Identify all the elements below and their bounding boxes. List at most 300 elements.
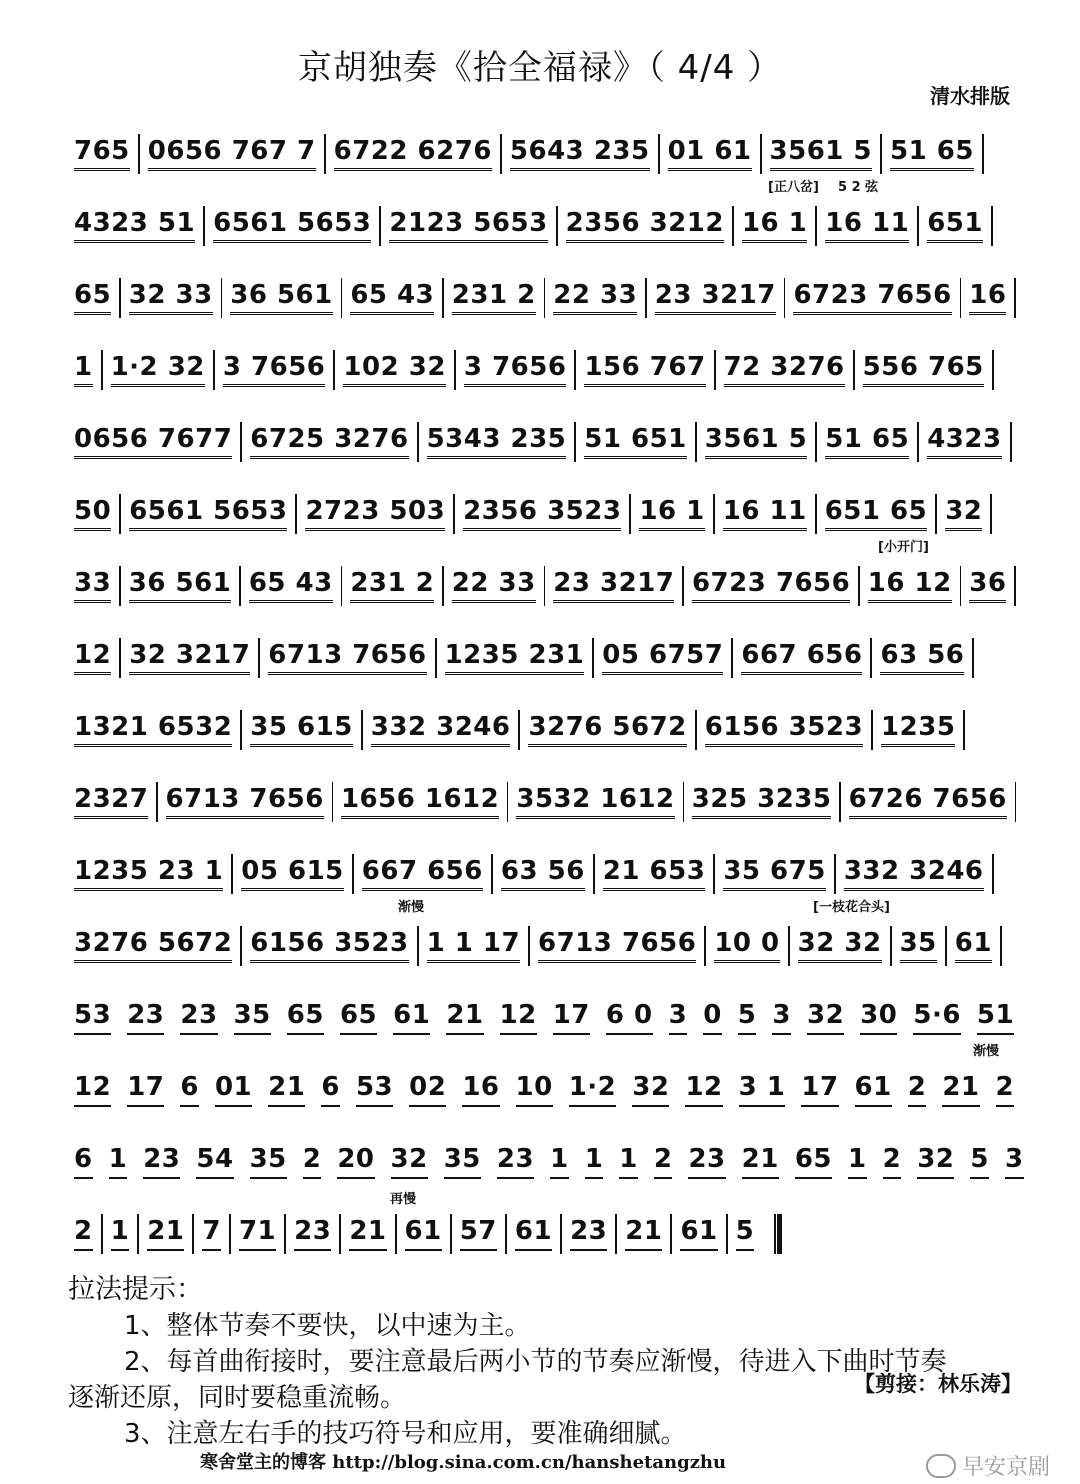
measure-notes: 51	[977, 1001, 1014, 1035]
bar-line	[203, 206, 205, 246]
measure	[174, 1001, 223, 1035]
measure	[244, 425, 414, 460]
measure-notes: 2	[883, 1145, 902, 1179]
measure-notes: 0656 767 7	[148, 137, 316, 172]
measure	[789, 1145, 838, 1179]
measure	[718, 353, 851, 388]
bar-line	[670, 1214, 672, 1254]
measure-notes: 231 2	[452, 281, 536, 316]
bar-line	[1014, 278, 1016, 318]
tip-2: 2、每首曲衔接时，要注意最后两小节的节奏应渐慢，待进入下曲时节奏	[124, 1347, 947, 1377]
measure-notes: 61	[855, 1073, 892, 1107]
measure-notes: 651	[927, 209, 983, 244]
measure	[68, 1073, 117, 1107]
jianpu-score	[68, 118, 1024, 1270]
measure-notes: 6	[74, 1145, 93, 1179]
measure	[244, 929, 414, 964]
measure	[440, 1001, 489, 1035]
measure	[356, 857, 489, 892]
measure	[801, 1001, 850, 1035]
arranger-credit: 清水排版	[930, 84, 1010, 108]
measure-notes: 667 656	[741, 641, 862, 676]
bar-line	[284, 1214, 286, 1254]
bar-line	[629, 494, 631, 534]
score-row-8	[68, 622, 1018, 694]
measure	[547, 281, 643, 316]
score-row-3	[68, 262, 1018, 334]
bar-line	[960, 566, 962, 606]
bar-line	[1015, 782, 1016, 822]
score-row-15	[68, 1126, 1024, 1198]
measure	[244, 1145, 293, 1179]
bar-line	[544, 278, 546, 318]
bar-line	[963, 710, 965, 750]
annotation-jian-man-2: 渐慢	[973, 1044, 1000, 1059]
measure-notes: 36 561	[230, 281, 333, 316]
measure	[262, 641, 432, 676]
final-bar-line	[774, 1214, 782, 1254]
measure	[547, 1001, 596, 1035]
measure	[174, 1073, 205, 1107]
editor-credit: 【剪接：林乐涛】	[854, 1371, 1022, 1396]
measure-notes: 6726 7656	[849, 785, 1007, 820]
bar-line	[324, 134, 326, 174]
bar-line	[339, 1214, 341, 1254]
measure-notes: 556 765	[863, 353, 984, 388]
measure	[297, 1145, 328, 1179]
measure	[495, 857, 591, 892]
measure-notes: 35	[900, 929, 937, 964]
bar-line	[395, 1214, 397, 1254]
measure-notes: 65	[795, 1145, 832, 1179]
measure	[337, 353, 452, 388]
measure	[939, 497, 988, 532]
bar-line	[101, 350, 103, 390]
bar-line	[732, 206, 734, 246]
score-row-12	[68, 900, 1018, 982]
measure-notes: 3276 5672	[528, 713, 686, 748]
measure-notes: 2723 503	[305, 497, 445, 532]
measure	[68, 1001, 117, 1035]
measure-notes: 61	[405, 1217, 442, 1251]
bar-line	[991, 206, 993, 246]
measure-notes: 61	[680, 1217, 717, 1251]
measure-notes: 1·2	[569, 1073, 617, 1107]
measure-notes: 23 3217	[553, 569, 674, 604]
bar-line	[361, 710, 363, 750]
measure-notes: 21	[268, 1073, 305, 1107]
bar-line	[870, 638, 872, 678]
measure-notes: 12	[500, 1001, 537, 1035]
bar-line	[645, 278, 647, 318]
measure-notes: 23	[127, 1001, 164, 1035]
bar-line	[788, 926, 790, 966]
measure	[544, 1145, 575, 1179]
bar-line	[442, 566, 444, 606]
measure-notes: 16 1	[639, 497, 704, 532]
measure-notes: 2356 3523	[463, 497, 621, 532]
bar-line	[1014, 566, 1016, 606]
wechat-icon	[926, 1454, 956, 1478]
measure-notes: 1235 23 1	[74, 857, 223, 892]
bar-line	[726, 1214, 728, 1254]
score-row-13	[68, 982, 1018, 1054]
measure	[123, 497, 293, 532]
measure-notes: 1656 1612	[341, 785, 499, 820]
measure	[936, 1073, 985, 1107]
bar-line	[839, 782, 840, 822]
measure	[626, 1073, 675, 1107]
annotation-zheng-ba-ban: [正八岔]	[768, 180, 819, 195]
bar-line	[119, 638, 121, 678]
measure-notes: 3 7656	[464, 353, 567, 388]
measure	[564, 1217, 613, 1251]
bar-line	[556, 206, 558, 246]
bar-line	[505, 1214, 507, 1254]
measure-notes: 3	[1005, 1145, 1024, 1179]
measure	[699, 425, 814, 460]
bar-line	[695, 710, 697, 750]
measure	[708, 929, 785, 964]
measure	[243, 569, 339, 604]
measure-notes: 12	[685, 1073, 722, 1107]
measure	[105, 353, 211, 388]
bar-line	[544, 566, 546, 606]
measure	[649, 281, 782, 316]
score-row-5	[68, 406, 1018, 478]
measure	[764, 137, 879, 172]
measure-notes: 65	[287, 1001, 324, 1035]
measure	[454, 1217, 503, 1251]
measure	[560, 209, 730, 244]
measure-notes: 16 11	[723, 497, 807, 532]
bar-line	[453, 494, 455, 534]
measure-notes: 16 1	[742, 209, 807, 244]
measure-notes: 6	[180, 1073, 199, 1107]
bar-line	[454, 350, 456, 390]
blog-footer: 寒舍堂主的博客 http://blog.sina.com.cn/hanshetangzhu	[200, 1452, 727, 1473]
measure-notes: 1235 231	[445, 641, 585, 676]
measure	[457, 497, 627, 532]
measure-notes: 0	[703, 1001, 722, 1035]
bar-line	[333, 350, 335, 390]
measure	[142, 137, 322, 172]
measure-notes: 5	[736, 1217, 755, 1251]
measure-notes: 30	[860, 1001, 897, 1035]
measure-notes: 3276 5672	[74, 929, 232, 964]
measure-notes: 22 33	[553, 281, 637, 316]
measure	[902, 1073, 933, 1107]
bar-line	[221, 278, 223, 318]
measure-notes: 1	[74, 353, 93, 388]
measure	[619, 1217, 668, 1251]
bar-line	[890, 926, 892, 966]
measure	[735, 641, 868, 676]
measure	[877, 1145, 908, 1179]
watermark-text: 早安京剧	[961, 1455, 1050, 1480]
measure	[532, 929, 702, 964]
bar-line	[137, 1214, 139, 1254]
measure	[579, 1145, 610, 1179]
measure	[949, 929, 998, 964]
measure-notes: 6156 3523	[705, 713, 863, 748]
bar-line	[239, 566, 241, 606]
measure	[68, 641, 117, 676]
bar-line	[695, 422, 697, 462]
bar-line	[379, 206, 381, 246]
measure	[963, 569, 1012, 604]
bar-line	[240, 926, 242, 966]
measure-notes: 2	[996, 1073, 1015, 1107]
measure-notes: 102 32	[343, 353, 446, 388]
measure	[421, 929, 526, 964]
measure-notes: 2	[908, 1073, 927, 1107]
measure	[578, 353, 711, 388]
annotation-yi-zhi-hua: [一枝花合头]	[813, 900, 890, 915]
measure	[875, 713, 961, 748]
bar-line	[615, 1214, 617, 1254]
measure-notes: 51 65	[825, 425, 909, 460]
measure-notes: 35	[250, 1145, 287, 1179]
bar-line	[960, 278, 962, 318]
bar-line	[491, 854, 493, 894]
measure	[334, 1001, 383, 1035]
bar-line	[880, 134, 882, 174]
bar-line	[119, 566, 121, 606]
measure	[68, 425, 238, 460]
measure	[137, 1145, 186, 1179]
measure-notes: 05 6757	[602, 641, 723, 676]
measure-notes: 51 65	[890, 137, 974, 172]
measure-notes: 5	[738, 1001, 757, 1035]
measure-notes: 01	[215, 1073, 252, 1107]
measure	[121, 1073, 170, 1107]
measure	[921, 425, 1007, 460]
bar-line	[213, 350, 215, 390]
bar-line	[101, 1214, 103, 1254]
measure-notes: 2123 5653	[389, 209, 547, 244]
bar-line	[417, 422, 419, 462]
bar-line	[229, 1214, 231, 1254]
measure	[819, 209, 915, 244]
measure	[787, 281, 957, 316]
measure-notes: 3	[669, 1001, 688, 1035]
bar-line	[815, 494, 817, 534]
measure	[328, 137, 498, 172]
measure-notes: 54	[196, 1145, 233, 1179]
bar-line	[507, 782, 508, 822]
measure-notes: 3	[772, 1001, 791, 1035]
measure	[663, 1001, 694, 1035]
measure	[68, 785, 154, 820]
tip-2-continued: 逐渐还原，同时要稳重流畅。	[68, 1383, 407, 1413]
measure	[600, 1001, 659, 1035]
measure-notes: 32	[917, 1145, 954, 1179]
measure	[849, 1073, 898, 1107]
measure-notes: 05 615	[241, 857, 344, 892]
measure-notes: 3 1	[739, 1073, 786, 1107]
score-row-7	[68, 540, 1018, 622]
measure	[736, 209, 813, 244]
measure	[563, 1073, 623, 1107]
measure-notes: 50	[74, 497, 111, 532]
measure	[964, 1145, 995, 1179]
measure	[331, 1145, 380, 1179]
bar-line	[917, 422, 919, 462]
measure-notes: 4323	[927, 425, 1001, 460]
measure-notes: 6713 7656	[268, 641, 426, 676]
measure	[403, 1073, 452, 1107]
measure	[874, 641, 970, 676]
bar-line	[119, 278, 121, 318]
measure-notes: 35 675	[723, 857, 826, 892]
bar-line	[714, 350, 716, 390]
measure	[963, 281, 1012, 316]
measure	[244, 713, 359, 748]
bar-line	[341, 278, 343, 318]
measure-notes: 33	[74, 569, 111, 604]
measure-notes: 6722 6276	[334, 137, 492, 172]
measure-notes: 4323 51	[74, 209, 195, 244]
measure-notes: 2	[654, 1145, 673, 1179]
measure-notes: 3561 5	[770, 137, 873, 172]
score-row-16	[68, 1192, 1018, 1270]
measure	[491, 1145, 540, 1179]
measure-notes: 32	[945, 497, 982, 532]
measure	[971, 1001, 1020, 1035]
bar-line	[683, 782, 684, 822]
measure	[68, 929, 238, 964]
measure	[494, 1001, 543, 1035]
bar-line	[815, 422, 817, 462]
measure	[842, 1145, 873, 1179]
measure-notes: 16	[462, 1073, 499, 1107]
score-row-14	[68, 1044, 1018, 1126]
bar-line	[682, 566, 684, 606]
measure-notes: 6	[321, 1073, 340, 1107]
measure-notes: 32	[807, 1001, 844, 1035]
bar-line	[713, 494, 715, 534]
measure-notes: 02	[409, 1073, 446, 1107]
score-row-10	[68, 766, 1018, 838]
bar-line	[972, 638, 974, 678]
measure	[299, 497, 451, 532]
bar-line	[417, 926, 419, 966]
measure-notes: 667 656	[362, 857, 483, 892]
measure	[697, 1001, 728, 1035]
bar-line	[853, 350, 855, 390]
measure-notes: 6 0	[606, 1001, 653, 1035]
measure	[68, 1217, 99, 1251]
measure-notes: 21	[742, 1145, 779, 1179]
measure	[281, 1001, 330, 1035]
page-title: 京胡独奏《拾全福禄》（ 4/4 ）	[297, 48, 783, 88]
measure-notes: 332 3246	[844, 857, 984, 892]
measure-notes: 1	[619, 1145, 638, 1179]
measure-notes: 36	[969, 569, 1006, 604]
measure-notes: 20	[337, 1145, 374, 1179]
measure	[522, 713, 692, 748]
measure	[387, 1001, 436, 1035]
measure-notes: 6156 3523	[250, 929, 408, 964]
measure	[68, 281, 117, 316]
measure	[217, 353, 332, 388]
measure-notes: 23	[688, 1145, 725, 1179]
measure	[262, 1073, 311, 1107]
measure-notes: 32 33	[129, 281, 213, 316]
measure	[365, 713, 517, 748]
measure-notes: 21	[349, 1217, 386, 1251]
measure	[123, 569, 238, 604]
measure	[857, 353, 990, 388]
measure	[597, 857, 712, 892]
measure	[421, 425, 573, 460]
measure-notes: 1	[848, 1145, 867, 1179]
score-row-4	[68, 334, 1018, 406]
bar-line	[1000, 926, 1002, 966]
measure-notes: 23 3217	[655, 281, 776, 316]
measure	[674, 1217, 723, 1251]
measure-notes: 1	[109, 1145, 128, 1179]
measure-notes: 1	[550, 1145, 569, 1179]
measure-notes: 2	[303, 1145, 322, 1179]
measure-notes: 51 651	[584, 425, 687, 460]
bar-line	[574, 422, 576, 462]
measure-notes: 17	[127, 1073, 164, 1107]
measure-notes: 1·2 32	[111, 353, 205, 388]
measure	[894, 929, 943, 964]
wechat-watermark	[926, 1450, 1050, 1481]
bar-line	[500, 134, 502, 174]
measure	[350, 1073, 399, 1107]
measure	[613, 1145, 644, 1179]
bar-line	[760, 134, 762, 174]
measure	[196, 1217, 227, 1251]
measure-notes: 2327	[74, 785, 148, 820]
measure	[854, 1001, 903, 1035]
measure	[228, 1001, 277, 1035]
measure-notes: 21 653	[603, 857, 706, 892]
measure	[795, 1073, 844, 1107]
measure-notes: 21	[625, 1217, 662, 1251]
measure	[438, 1145, 487, 1179]
measure-notes: 1	[585, 1145, 604, 1179]
bar-line	[834, 854, 836, 894]
measure-notes: 1235	[881, 713, 955, 748]
measure-notes: 23	[294, 1217, 331, 1251]
bar-line	[704, 926, 706, 966]
measure	[766, 1001, 797, 1035]
measure-notes: 61	[393, 1001, 430, 1035]
bar-line	[518, 710, 520, 750]
measure-notes: 6713 7656	[166, 785, 324, 820]
bar-line	[871, 710, 873, 750]
measure-notes: 3 7656	[223, 353, 326, 388]
measure-notes: 32	[391, 1145, 428, 1179]
measure	[235, 857, 350, 892]
measure-notes: 61	[955, 929, 992, 964]
bar-line	[982, 134, 984, 174]
measure	[509, 1217, 558, 1251]
measure-notes: 57	[460, 1217, 497, 1251]
measure-notes: 17	[553, 1001, 590, 1035]
annotation-jian-man-1: 渐慢	[398, 900, 425, 915]
measure	[121, 1001, 170, 1035]
measure	[682, 1145, 731, 1179]
measure-notes: 71	[239, 1217, 276, 1251]
score-row-9	[68, 694, 1018, 766]
measure-notes: 35 615	[250, 713, 353, 748]
